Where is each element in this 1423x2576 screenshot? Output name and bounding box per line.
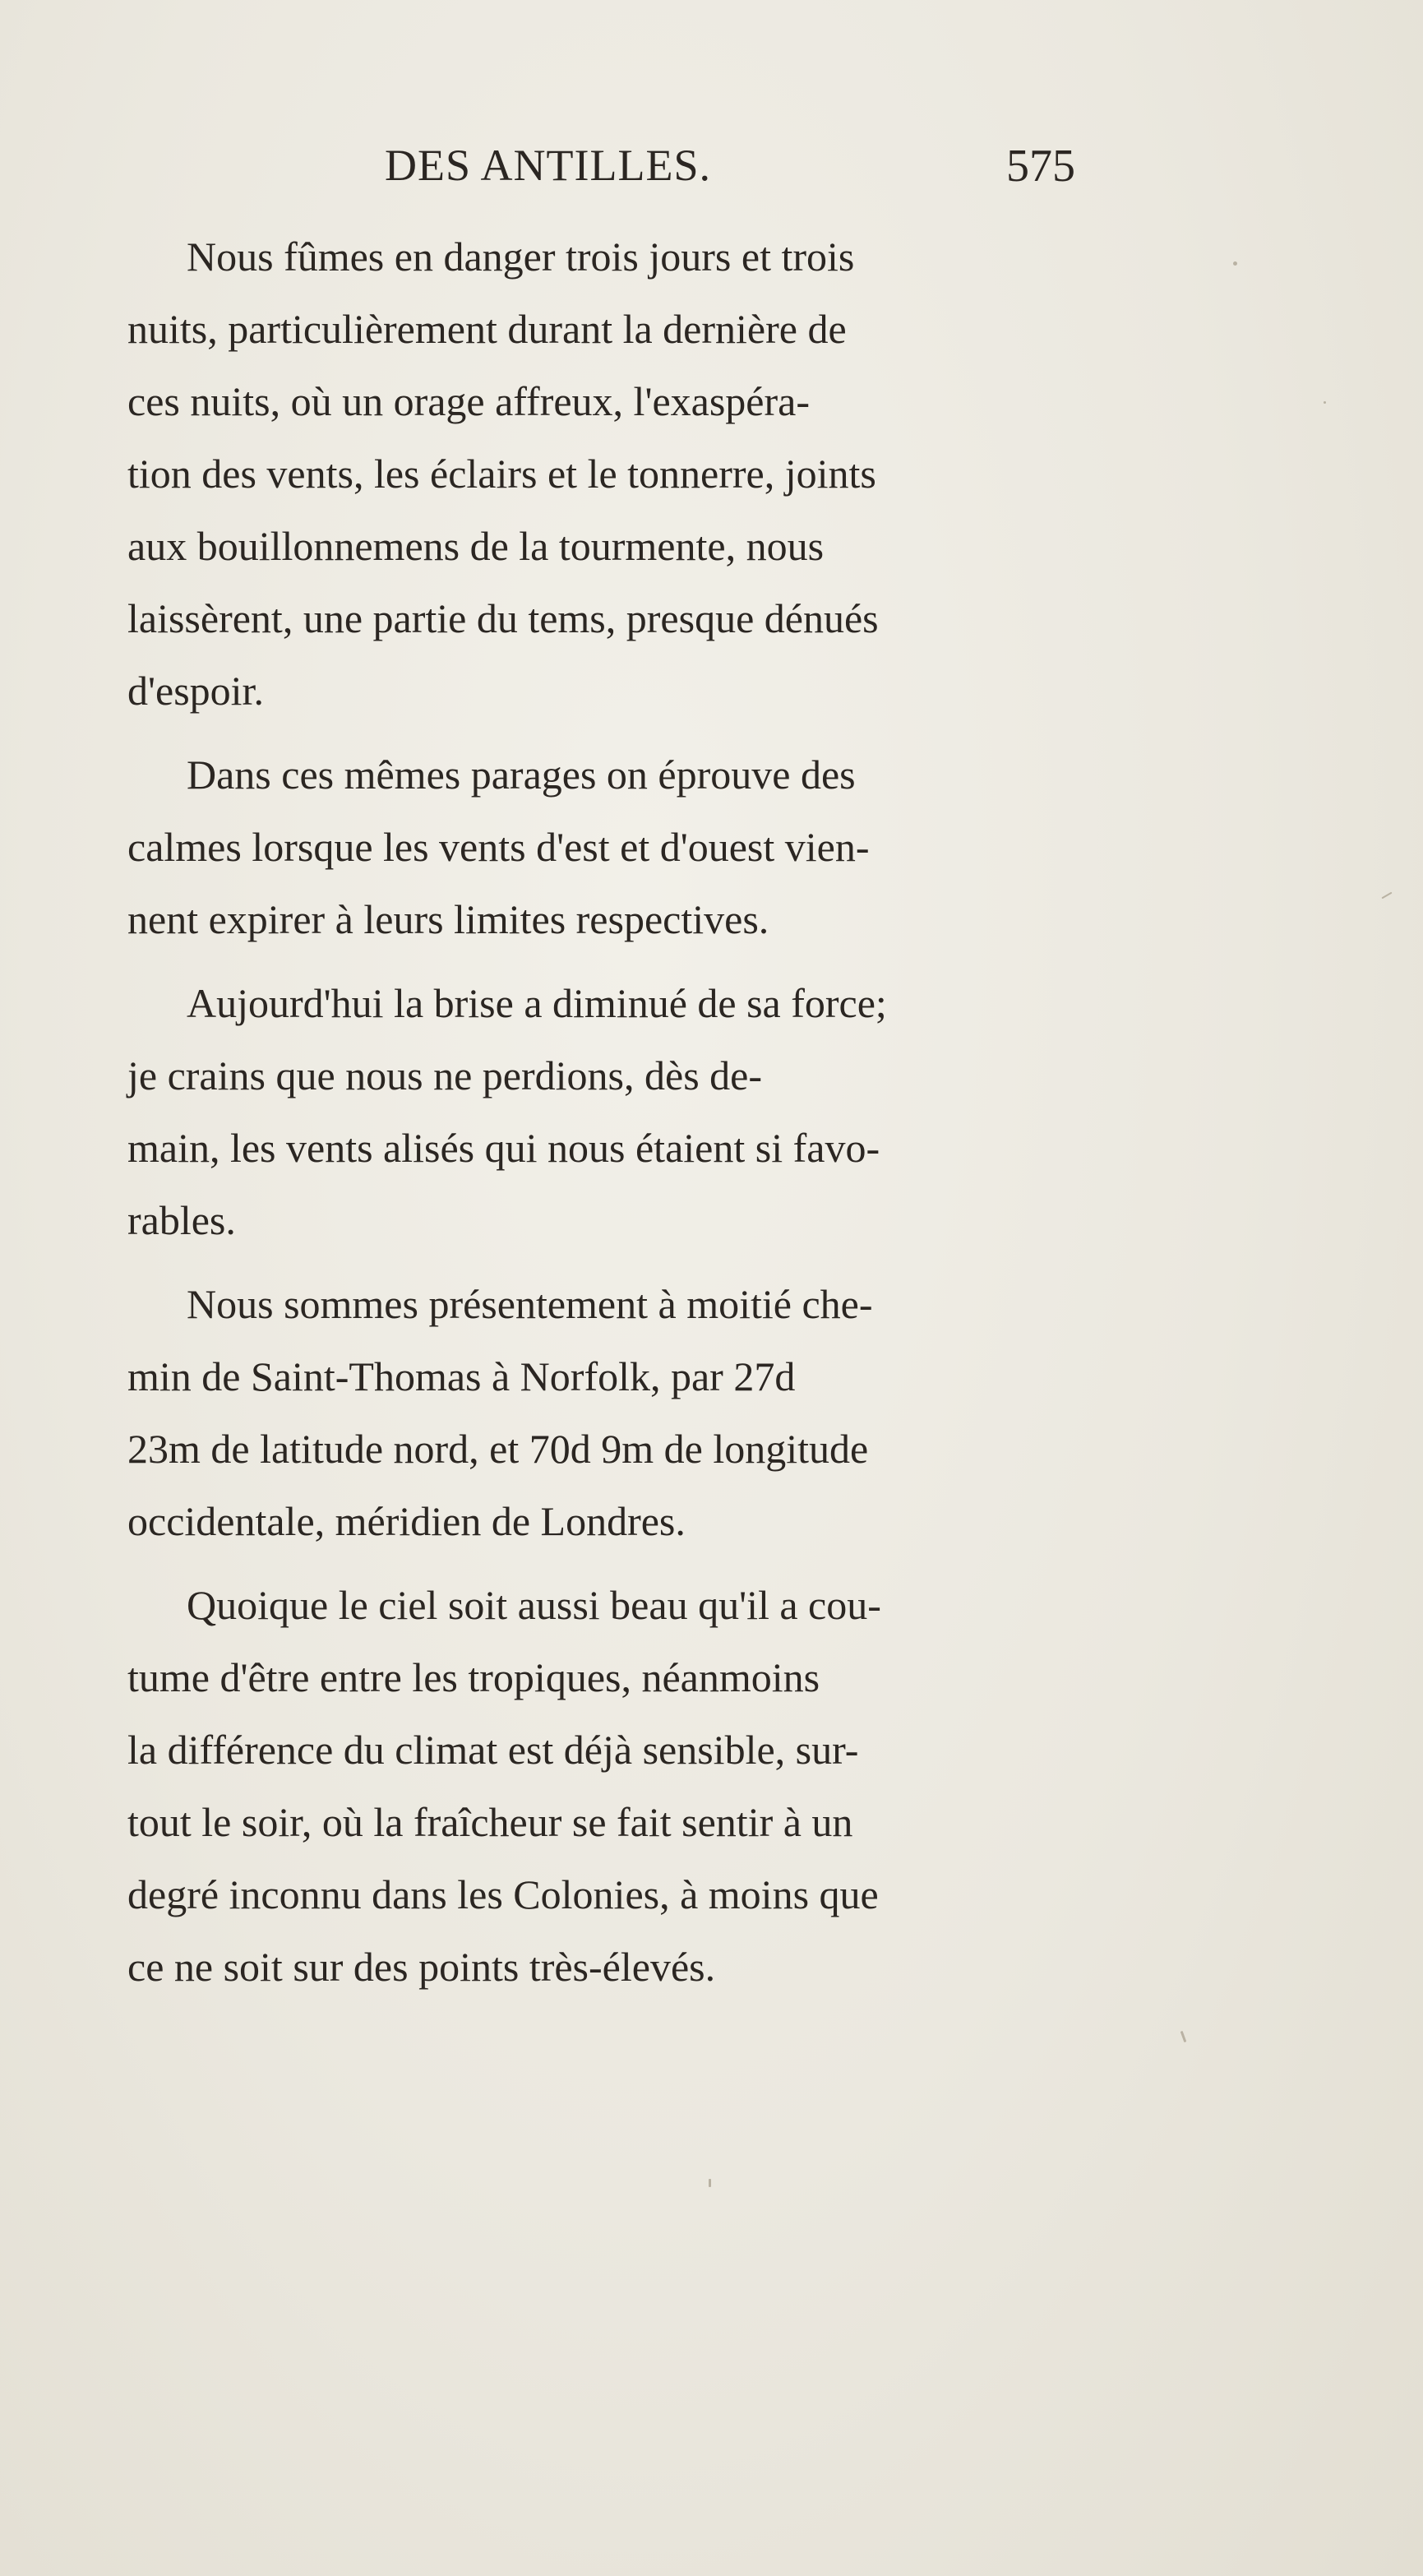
paragraph-5 xyxy=(127,1569,1085,2003)
text-line: 23m de latitude nord, et 70d 9m de longitude xyxy=(127,1426,869,1472)
paper-speck xyxy=(709,2179,711,2187)
text-line: occidentale, méridien de Londres. xyxy=(127,1498,686,1544)
text-line: ces nuits, où un orage affreux, l'exaspéra- xyxy=(127,378,810,424)
paper-speck xyxy=(1381,892,1392,900)
paragraph-4 xyxy=(127,1268,1085,1557)
text-line: Nous sommes présentement à moitié che- xyxy=(187,1281,873,1327)
text-line: d'espoir. xyxy=(127,668,264,714)
paper-speck xyxy=(1233,261,1237,266)
paragraph-2 xyxy=(127,738,1085,955)
paragraph-3 xyxy=(127,967,1085,1256)
text-line: aux bouillonnemens de la tourmente, nous xyxy=(127,523,825,569)
text-line: main, les vents alisés qui nous étaient si favo- xyxy=(127,1125,880,1171)
text-line: Dans ces mêmes parages on éprouve des xyxy=(187,752,856,798)
paper-speck xyxy=(1180,2031,1187,2042)
text-line: Aujourd'hui la brise a diminué de sa force; xyxy=(187,980,887,1026)
text-line: tion des vents, les éclairs et le tonnerre, joints xyxy=(127,451,876,497)
body-text xyxy=(127,220,1085,2003)
running-head xyxy=(385,140,1075,206)
text-line: nent expirer à leurs limites respectives. xyxy=(127,896,769,942)
text-line: tout le soir, où la fraîcheur se fait sentir à un xyxy=(127,1799,853,1845)
text-line: degré inconnu dans les Colonies, à moins que xyxy=(127,1871,879,1917)
page-number: 575 xyxy=(1006,141,1075,192)
text-line: ce ne soit sur des points très-élevés. xyxy=(127,1944,716,1990)
paragraph-1 xyxy=(127,220,1085,727)
text-line: rables. xyxy=(127,1197,236,1243)
text-line: nuits, particulièrement durant la dernière de xyxy=(127,306,847,352)
text-line: tume d'être entre les tropiques, néanmoins xyxy=(127,1654,820,1700)
running-head-title: DES ANTILLES. xyxy=(385,141,711,190)
text-line: min de Saint-Thomas à Norfolk, par 27d xyxy=(127,1353,796,1399)
text-line: la différence du climat est déjà sensible, sur- xyxy=(127,1727,859,1773)
text-line: calmes lorsque les vents d'est et d'ouest vien- xyxy=(127,824,870,870)
text-line: Quoique le ciel soit aussi beau qu'il a cou- xyxy=(187,1582,881,1628)
paper-speck xyxy=(1324,401,1326,404)
text-line: laissèrent, une partie du tems, presque dénués xyxy=(127,595,879,641)
text-line: Nous fûmes en danger trois jours et trois xyxy=(187,234,855,280)
text-line: je crains que nous ne perdions, dès de- xyxy=(127,1052,762,1098)
